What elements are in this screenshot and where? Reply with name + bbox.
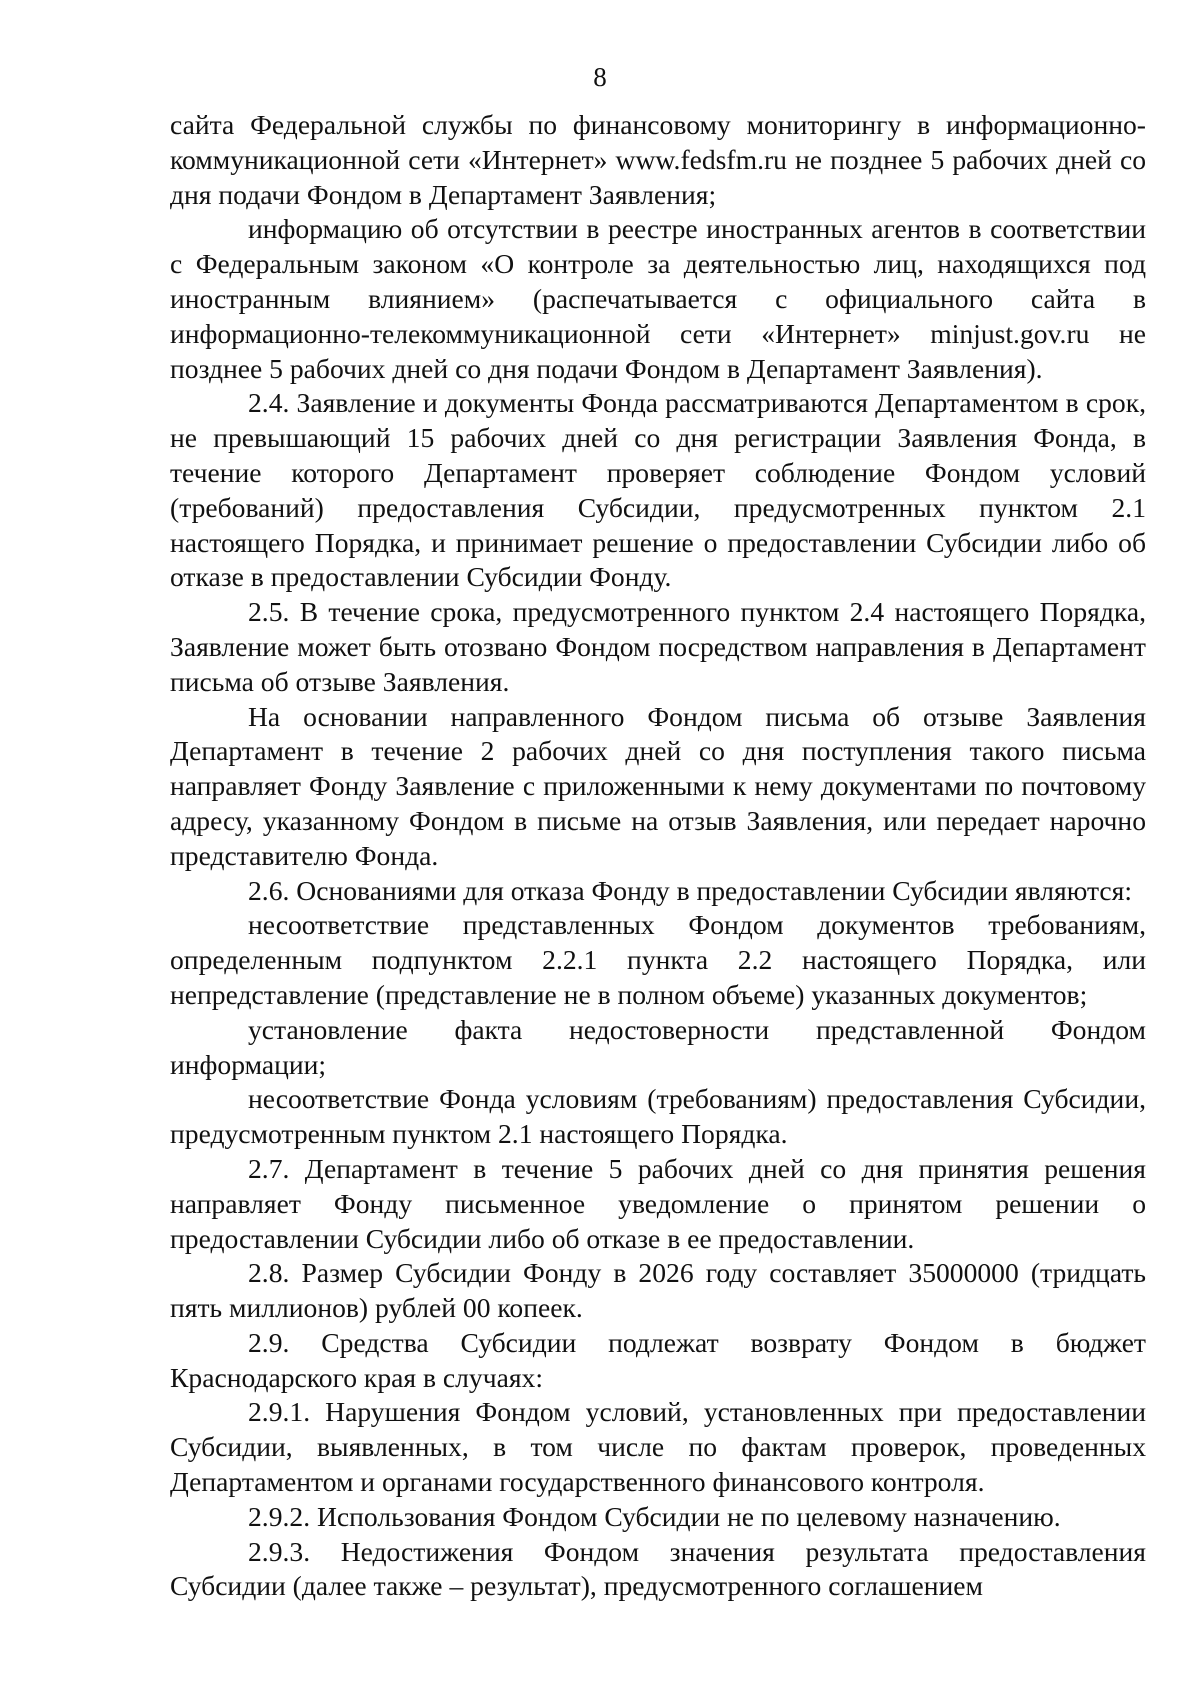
paragraph-2-9-1: 2.9.1. Нарушения Фондом условий, установленных при предоставлении Субсидии, выявленных, в том числе по фактам проверок, проведенных Департаментом и органами государственного финансового контроля.	[170, 1396, 1146, 1498]
paragraph-refusal-reason-3: несоответствие Фонда условиям (требованиям) предоставления Субсидии, предусмотренным пунктом 2.1 настоящего Порядка.	[170, 1083, 1146, 1150]
paragraph-2-7: 2.7. Департамент в течение 5 рабочих дней со дня принятия решения направляет Фонду письменное уведомление о принятом решении о предоставлении Субсидии либо об отказе в ее предоставлении.	[170, 1152, 1146, 1254]
document-body	[170, 108, 1146, 1604]
paragraph-2-6: 2.6. Основаниями для отказа Фонду в предоставлении Субсидии являются:	[248, 874, 1132, 906]
paragraph-2-9: 2.9. Средства Субсидии подлежат возврату Фондом в бюджет Краснодарского края в случаях:	[170, 1326, 1146, 1393]
paragraph-2-5: 2.5. В течение срока, предусмотренного пунктом 2.4 настоящего Порядка, Заявление может быть отозвано Фондом посредством направления в Департамент письма об отзыве Заявления.	[170, 596, 1146, 697]
paragraph-2-8: 2.8. Размер Субсидии Фонду в 2026 году составляет 35000000 (тридцать пять миллионов) рублей 00 копеек.	[170, 1257, 1146, 1324]
paragraph-2-4: 2.4. Заявление и документы Фонда рассматриваются Департаментом в срок, не превышающий 15 рабочих дней со дня регистрации Заявления Фонда, в течение которого Департамент проверяет соблюдение Фондом условий (требований) предоставления Субсидии, предусмотренных пунктом 2.1 настоящего Порядка, и принимает решение о предоставлении Субсидии либо об отказе в предоставлении Субсидии Фонду.	[170, 387, 1146, 593]
paragraph-2-9-3: 2.9.3. Недостижения Фондом значения результата предоставления Субсидии (далее также – результат), предусмотренного соглашением	[170, 1535, 1146, 1602]
paragraph-refusal-reason-2: установление факта недостоверности представленной Фондом информации;	[170, 1013, 1146, 1080]
paragraph-continuation: сайта Федеральной службы по финансовому мониторингу в информационно-коммуникационной сети «Интернет» www.fedsfm.ru не позднее 5 рабочих дней со дня подачи Фондом в Департамент Заявления;	[170, 109, 1146, 210]
paragraph-2-9-2: 2.9.2. Использования Фондом Субсидии не по целевому назначению.	[248, 1500, 1061, 1532]
paragraph-foreign-agents: информацию об отсутствии в реестре иностранных агентов в соответствии с Федеральным законом «О контроле за деятельностью лиц, находящихся под иностранным влиянием» (распечатывается с официального сайта в информационно-телекоммуникационной сети «Интернет» minjust.gov.ru не позднее 5 рабочих дней со дня подачи Фондом в Департамент Заявления).	[170, 213, 1146, 384]
paragraph-withdrawal: На основании направленного Фондом письма об отзыве Заявления Департамент в течение 2 рабочих дней со дня поступления такого письма направляет Фонду Заявление с приложенными к нему документами по почтовому адресу, указанному Фондом в письме на отзыв Заявления, или передает нарочно представителю Фонда.	[170, 700, 1146, 871]
page-number: 8	[593, 62, 607, 92]
paragraph-refusal-reason-1: несоответствие представленных Фондом документов требованиям, определенным подпунктом 2.2.1 пункта 2.2 настоящего Порядка, или непредставление (представление не в полном объеме) указанных документов;	[170, 909, 1146, 1010]
